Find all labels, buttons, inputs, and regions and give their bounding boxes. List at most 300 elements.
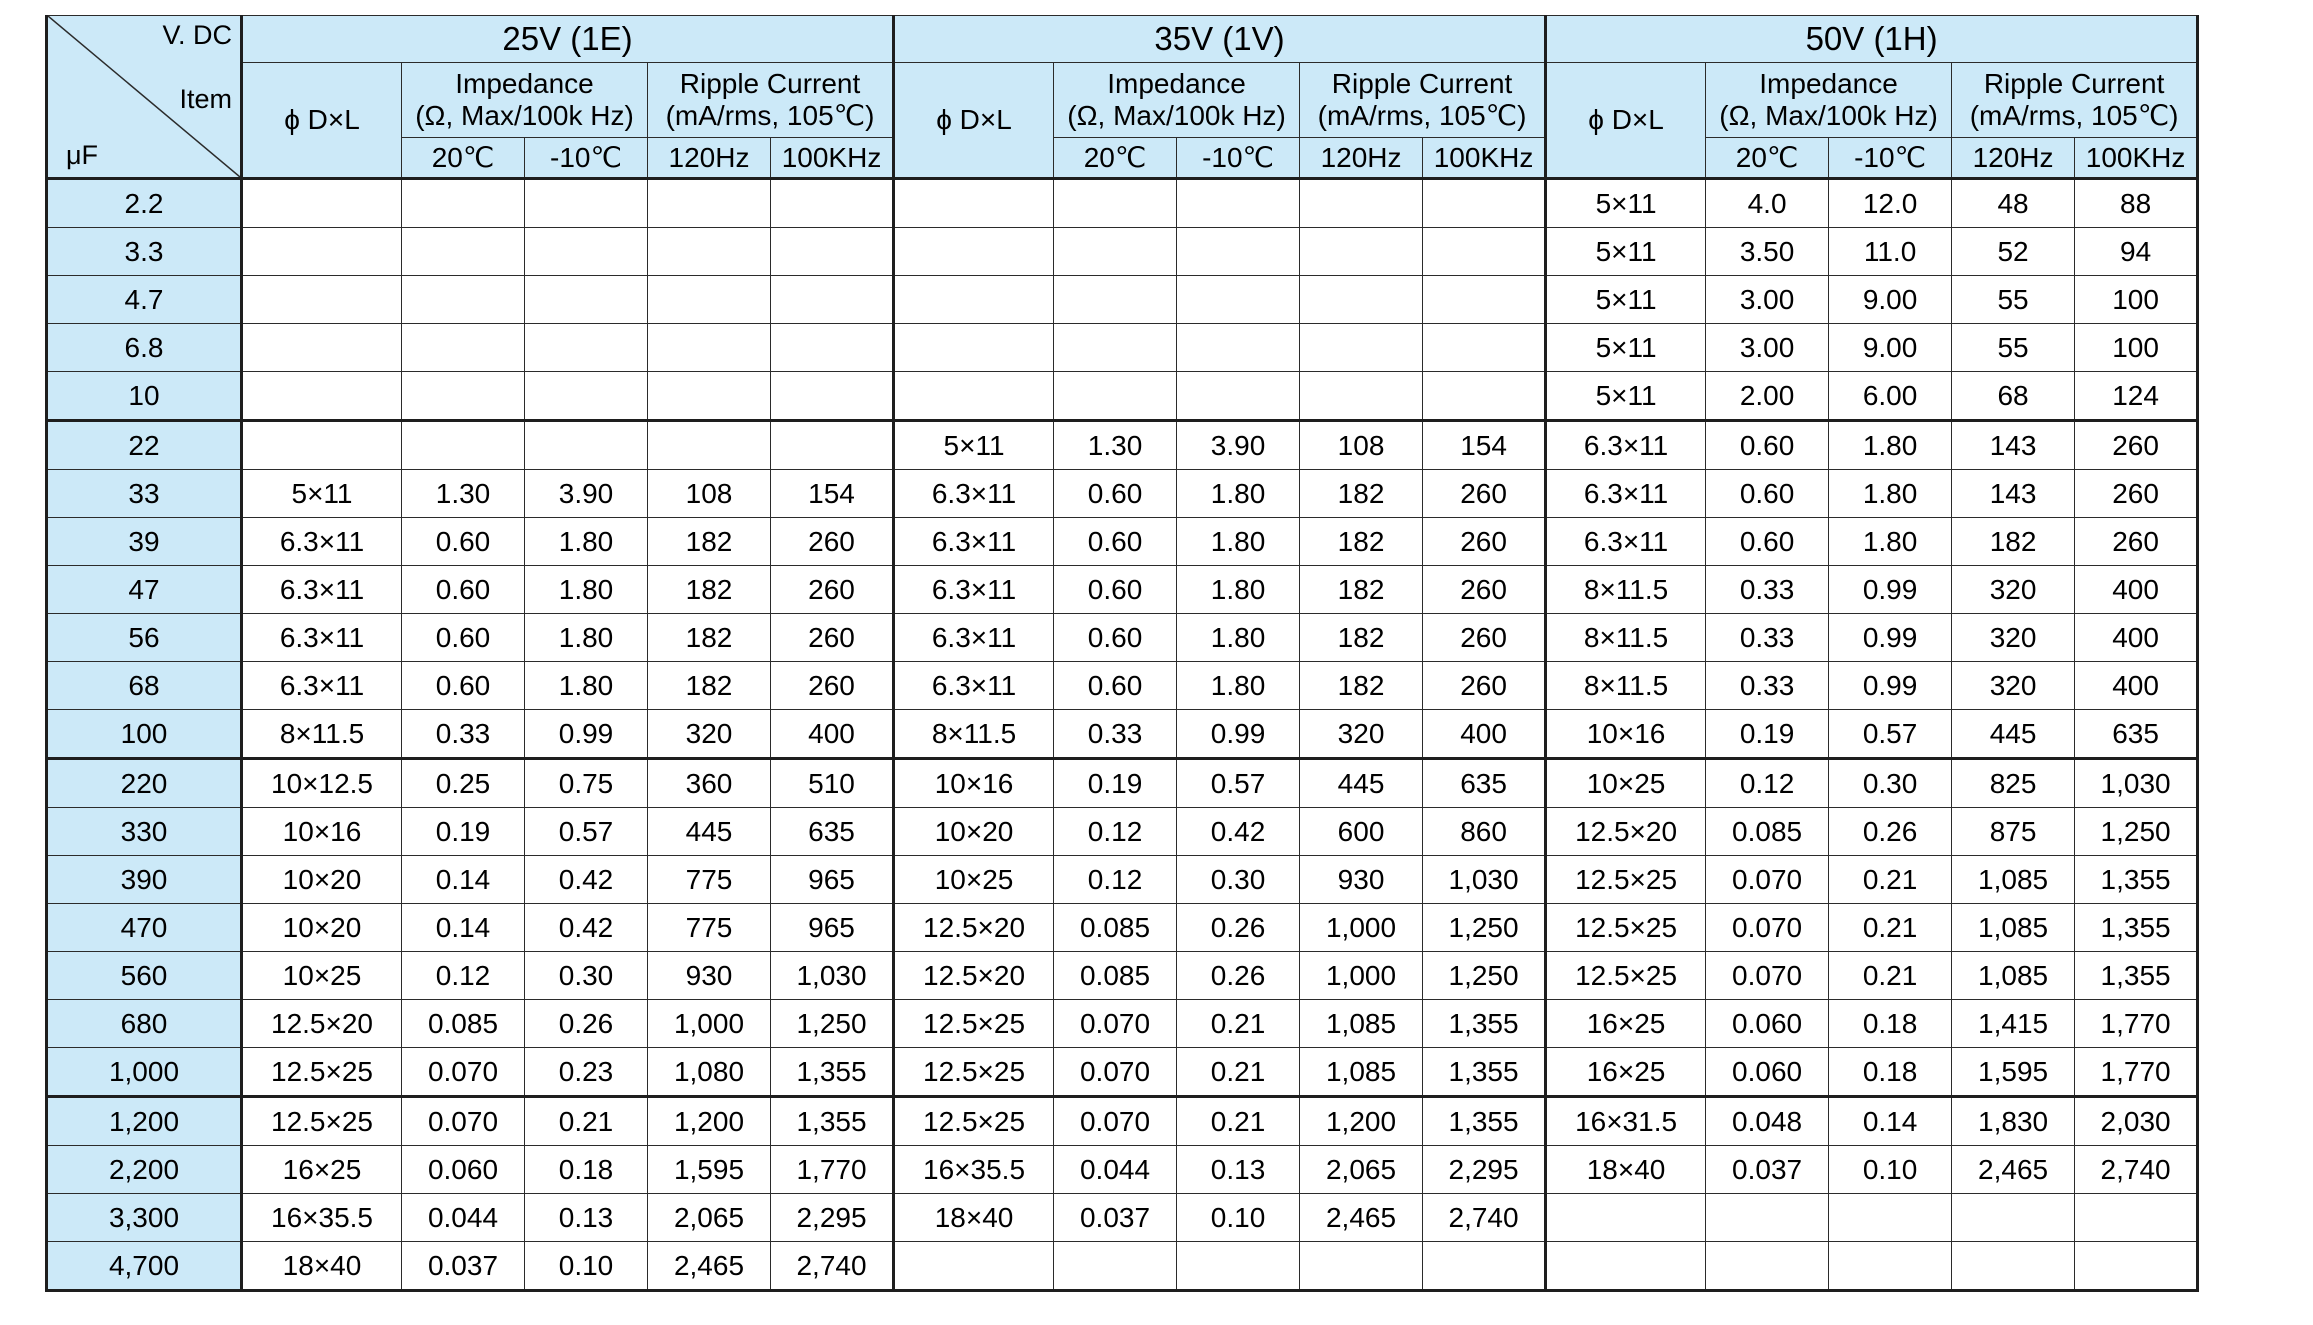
v25-ripple-120hz-cell: 775 xyxy=(648,856,771,904)
v50-ripple-120hz-cell: 445 xyxy=(1952,710,2075,759)
v50-impedance-20c-cell: 3.00 xyxy=(1706,276,1829,324)
v25-impedance-minus10c-cell xyxy=(525,421,648,470)
v25-impedance-20c-cell: 0.60 xyxy=(402,614,525,662)
v35-impedance-20c-cell: 0.60 xyxy=(1054,662,1177,710)
v25-size-cell: 10×20 xyxy=(242,904,402,952)
v25-impedance-minus10c-cell xyxy=(525,228,648,276)
v25-ripple-120hz-cell: 182 xyxy=(648,518,771,566)
v50-size-cell: 12.5×25 xyxy=(1546,904,1706,952)
v50-size-cell: 5×11 xyxy=(1546,276,1706,324)
v25-size-cell: 10×20 xyxy=(242,856,402,904)
v35-ripple-120hz-cell: 182 xyxy=(1300,470,1423,518)
v50-size-cell: 5×11 xyxy=(1546,324,1706,372)
capacitance-cell: 220 xyxy=(47,759,242,808)
table-row xyxy=(47,662,2198,710)
voltage-group-35v: 35V (1V) xyxy=(894,16,1546,63)
capacitance-cell: 330 xyxy=(47,808,242,856)
v50-impedance-20c-cell: 0.037 xyxy=(1706,1146,1829,1194)
v50-ripple-100khz-cell: 400 xyxy=(2075,662,2198,710)
v50-size-cell: 6.3×11 xyxy=(1546,470,1706,518)
capacitor-spec-table xyxy=(45,15,2199,1292)
v35-ripple-120hz-cell: 108 xyxy=(1300,421,1423,470)
size-header: ϕ D×L xyxy=(894,63,1054,179)
table-row xyxy=(47,614,2198,662)
v35-ripple-120hz-cell: 182 xyxy=(1300,614,1423,662)
v35-ripple-120hz-cell: 445 xyxy=(1300,759,1423,808)
v35-impedance-minus10c-cell: 0.21 xyxy=(1177,1048,1300,1097)
v50-impedance-minus10c-cell: 0.14 xyxy=(1829,1097,1952,1146)
v50-ripple-100khz-cell xyxy=(2075,1242,2198,1291)
v25-ripple-100khz-cell: 1,355 xyxy=(771,1048,894,1097)
v35-ripple-120hz-cell xyxy=(1300,179,1423,228)
capacitance-cell: 39 xyxy=(47,518,242,566)
v25-ripple-120hz-cell xyxy=(648,324,771,372)
v50-impedance-20c-cell: 0.33 xyxy=(1706,566,1829,614)
freq-120hz-header: 120Hz xyxy=(1300,138,1423,179)
v35-ripple-120hz-cell: 182 xyxy=(1300,518,1423,566)
corner-uf-label: μF xyxy=(66,140,99,170)
v35-size-cell: 6.3×11 xyxy=(894,518,1054,566)
v25-impedance-minus10c-cell: 0.42 xyxy=(525,904,648,952)
v35-impedance-20c-cell: 0.037 xyxy=(1054,1194,1177,1242)
v35-impedance-minus10c-cell: 1.80 xyxy=(1177,518,1300,566)
v50-ripple-100khz-cell: 100 xyxy=(2075,276,2198,324)
v50-impedance-minus10c-cell: 0.30 xyxy=(1829,759,1952,808)
corner-item-label: Item xyxy=(179,84,232,114)
v35-impedance-minus10c-cell xyxy=(1177,228,1300,276)
capacitance-cell: 680 xyxy=(47,1000,242,1048)
v50-ripple-100khz-cell xyxy=(2075,1194,2198,1242)
v50-impedance-minus10c-cell: 1.80 xyxy=(1829,470,1952,518)
v35-size-cell: 12.5×25 xyxy=(894,1000,1054,1048)
v50-impedance-minus10c-cell: 9.00 xyxy=(1829,324,1952,372)
v25-ripple-120hz-cell: 182 xyxy=(648,614,771,662)
capacitance-cell: 22 xyxy=(47,421,242,470)
v35-size-cell: 5×11 xyxy=(894,421,1054,470)
v35-impedance-minus10c-cell: 1.80 xyxy=(1177,566,1300,614)
table-row xyxy=(47,856,2198,904)
v25-size-cell xyxy=(242,324,402,372)
v35-ripple-100khz-cell: 154 xyxy=(1423,421,1546,470)
table-row xyxy=(47,710,2198,759)
v25-impedance-20c-cell: 0.060 xyxy=(402,1146,525,1194)
v35-impedance-minus10c-cell: 1.80 xyxy=(1177,470,1300,518)
table-row xyxy=(47,759,2198,808)
v50-ripple-120hz-cell: 1,085 xyxy=(1952,856,2075,904)
v25-ripple-100khz-cell: 1,355 xyxy=(771,1097,894,1146)
v50-size-cell: 5×11 xyxy=(1546,228,1706,276)
v50-impedance-20c-cell: 3.50 xyxy=(1706,228,1829,276)
v50-ripple-120hz-cell: 875 xyxy=(1952,808,2075,856)
v35-ripple-100khz-cell: 2,295 xyxy=(1423,1146,1546,1194)
v25-size-cell: 10×12.5 xyxy=(242,759,402,808)
v50-ripple-120hz-cell: 320 xyxy=(1952,614,2075,662)
v25-ripple-100khz-cell: 260 xyxy=(771,566,894,614)
impedance-header: Impedance (Ω, Max/100k Hz) xyxy=(1054,63,1300,138)
corner-header xyxy=(47,16,242,179)
v25-impedance-20c-cell: 0.14 xyxy=(402,856,525,904)
v35-impedance-20c-cell: 1.30 xyxy=(1054,421,1177,470)
v35-ripple-100khz-cell: 260 xyxy=(1423,470,1546,518)
v35-impedance-minus10c-cell: 1.80 xyxy=(1177,614,1300,662)
v25-ripple-120hz-cell: 930 xyxy=(648,952,771,1000)
v25-ripple-100khz-cell: 2,740 xyxy=(771,1242,894,1291)
table-row xyxy=(47,372,2198,421)
table-row xyxy=(47,904,2198,952)
table-row xyxy=(47,179,2198,228)
v25-impedance-20c-cell xyxy=(402,372,525,421)
v50-impedance-minus10c-cell: 1.80 xyxy=(1829,421,1952,470)
v50-ripple-120hz-cell xyxy=(1952,1242,2075,1291)
v25-ripple-100khz-cell xyxy=(771,372,894,421)
v35-impedance-20c-cell xyxy=(1054,324,1177,372)
v50-impedance-20c-cell xyxy=(1706,1242,1829,1291)
capacitance-cell: 1,000 xyxy=(47,1048,242,1097)
v50-ripple-120hz-cell: 48 xyxy=(1952,179,2075,228)
v50-impedance-minus10c-cell: 0.18 xyxy=(1829,1000,1952,1048)
v25-impedance-20c-cell: 0.070 xyxy=(402,1097,525,1146)
v50-ripple-120hz-cell: 55 xyxy=(1952,324,2075,372)
v50-size-cell: 12.5×25 xyxy=(1546,952,1706,1000)
table-row xyxy=(47,228,2198,276)
table-body xyxy=(47,179,2198,1291)
v25-ripple-100khz-cell: 154 xyxy=(771,470,894,518)
v25-impedance-20c-cell: 0.33 xyxy=(402,710,525,759)
table-row xyxy=(47,566,2198,614)
v25-impedance-minus10c-cell: 0.23 xyxy=(525,1048,648,1097)
v25-ripple-120hz-cell: 1,200 xyxy=(648,1097,771,1146)
v25-impedance-20c-cell xyxy=(402,228,525,276)
table-row xyxy=(47,1097,2198,1146)
v50-ripple-100khz-cell: 1,770 xyxy=(2075,1048,2198,1097)
v25-size-cell: 18×40 xyxy=(242,1242,402,1291)
v35-ripple-120hz-cell: 930 xyxy=(1300,856,1423,904)
v25-ripple-100khz-cell: 1,250 xyxy=(771,1000,894,1048)
v35-ripple-100khz-cell xyxy=(1423,324,1546,372)
v25-size-cell: 6.3×11 xyxy=(242,566,402,614)
v35-ripple-100khz-cell: 860 xyxy=(1423,808,1546,856)
v25-ripple-100khz-cell: 510 xyxy=(771,759,894,808)
v35-ripple-100khz-cell: 1,250 xyxy=(1423,952,1546,1000)
v25-size-cell: 16×35.5 xyxy=(242,1194,402,1242)
v35-impedance-minus10c-cell: 3.90 xyxy=(1177,421,1300,470)
v35-impedance-20c-cell: 0.085 xyxy=(1054,904,1177,952)
v35-ripple-120hz-cell: 1,000 xyxy=(1300,952,1423,1000)
v35-impedance-minus10c-cell xyxy=(1177,324,1300,372)
v35-size-cell xyxy=(894,179,1054,228)
v50-impedance-minus10c-cell: 0.57 xyxy=(1829,710,1952,759)
v50-size-cell: 16×25 xyxy=(1546,1048,1706,1097)
v50-impedance-minus10c-cell: 0.26 xyxy=(1829,808,1952,856)
v50-size-cell: 5×11 xyxy=(1546,372,1706,421)
v25-size-cell: 8×11.5 xyxy=(242,710,402,759)
v50-size-cell: 5×11 xyxy=(1546,179,1706,228)
v35-size-cell: 18×40 xyxy=(894,1194,1054,1242)
v35-size-cell: 12.5×20 xyxy=(894,904,1054,952)
v25-ripple-120hz-cell: 2,065 xyxy=(648,1194,771,1242)
v25-impedance-minus10c-cell: 0.30 xyxy=(525,952,648,1000)
v25-impedance-20c-cell: 0.085 xyxy=(402,1000,525,1048)
v25-ripple-100khz-cell xyxy=(771,276,894,324)
v35-impedance-20c-cell: 0.070 xyxy=(1054,1097,1177,1146)
v35-ripple-100khz-cell: 260 xyxy=(1423,566,1546,614)
v25-size-cell: 16×25 xyxy=(242,1146,402,1194)
impedance-header: Impedance (Ω, Max/100k Hz) xyxy=(402,63,648,138)
v50-ripple-120hz-cell: 825 xyxy=(1952,759,2075,808)
capacitance-cell: 56 xyxy=(47,614,242,662)
temp-minus10c-header: -10℃ xyxy=(1177,138,1300,179)
v50-impedance-20c-cell: 0.060 xyxy=(1706,1000,1829,1048)
v35-impedance-minus10c-cell: 0.26 xyxy=(1177,904,1300,952)
v50-ripple-120hz-cell: 1,830 xyxy=(1952,1097,2075,1146)
v25-size-cell: 12.5×25 xyxy=(242,1048,402,1097)
capacitance-cell: 100 xyxy=(47,710,242,759)
v25-impedance-minus10c-cell: 0.99 xyxy=(525,710,648,759)
v50-size-cell xyxy=(1546,1194,1706,1242)
v35-impedance-20c-cell xyxy=(1054,179,1177,228)
v35-impedance-minus10c-cell xyxy=(1177,372,1300,421)
v35-size-cell: 10×25 xyxy=(894,856,1054,904)
v50-impedance-minus10c-cell: 0.99 xyxy=(1829,662,1952,710)
v50-ripple-100khz-cell: 94 xyxy=(2075,228,2198,276)
v35-impedance-minus10c-cell: 0.42 xyxy=(1177,808,1300,856)
v50-ripple-120hz-cell: 52 xyxy=(1952,228,2075,276)
v25-ripple-120hz-cell: 360 xyxy=(648,759,771,808)
v35-impedance-20c-cell: 0.070 xyxy=(1054,1000,1177,1048)
v50-size-cell: 6.3×11 xyxy=(1546,518,1706,566)
v50-ripple-120hz-cell: 143 xyxy=(1952,421,2075,470)
v50-impedance-20c-cell: 0.070 xyxy=(1706,856,1829,904)
v35-size-cell: 6.3×11 xyxy=(894,662,1054,710)
v25-ripple-100khz-cell: 965 xyxy=(771,856,894,904)
capacitance-cell: 47 xyxy=(47,566,242,614)
v25-size-cell: 6.3×11 xyxy=(242,518,402,566)
v35-ripple-100khz-cell xyxy=(1423,372,1546,421)
table-row xyxy=(47,1146,2198,1194)
v50-size-cell: 18×40 xyxy=(1546,1146,1706,1194)
v50-impedance-20c-cell xyxy=(1706,1194,1829,1242)
v35-impedance-20c-cell: 0.085 xyxy=(1054,952,1177,1000)
table-row xyxy=(47,470,2198,518)
v50-ripple-100khz-cell: 400 xyxy=(2075,614,2198,662)
v25-ripple-100khz-cell: 2,295 xyxy=(771,1194,894,1242)
v35-impedance-20c-cell: 0.33 xyxy=(1054,710,1177,759)
v50-ripple-120hz-cell: 1,085 xyxy=(1952,904,2075,952)
v35-size-cell: 12.5×20 xyxy=(894,952,1054,1000)
v25-size-cell: 6.3×11 xyxy=(242,614,402,662)
v50-impedance-minus10c-cell: 0.10 xyxy=(1829,1146,1952,1194)
v50-impedance-20c-cell: 0.070 xyxy=(1706,952,1829,1000)
v50-ripple-120hz-cell: 1,595 xyxy=(1952,1048,2075,1097)
table-row xyxy=(47,276,2198,324)
v35-impedance-minus10c-cell: 0.13 xyxy=(1177,1146,1300,1194)
v50-impedance-minus10c-cell xyxy=(1829,1242,1952,1291)
temp-20c-header: 20℃ xyxy=(1054,138,1177,179)
v35-ripple-120hz-cell: 182 xyxy=(1300,662,1423,710)
v25-ripple-100khz-cell: 400 xyxy=(771,710,894,759)
v50-ripple-100khz-cell: 1,355 xyxy=(2075,952,2198,1000)
v25-impedance-minus10c-cell: 0.13 xyxy=(525,1194,648,1242)
table-row xyxy=(47,1242,2198,1291)
table-row xyxy=(47,1048,2198,1097)
v35-impedance-minus10c-cell: 1.80 xyxy=(1177,662,1300,710)
v50-impedance-minus10c-cell: 0.99 xyxy=(1829,614,1952,662)
v25-ripple-120hz-cell: 1,080 xyxy=(648,1048,771,1097)
v50-impedance-minus10c-cell: 0.21 xyxy=(1829,904,1952,952)
freq-120hz-header: 120Hz xyxy=(1952,138,2075,179)
v50-size-cell: 12.5×20 xyxy=(1546,808,1706,856)
v35-ripple-100khz-cell xyxy=(1423,276,1546,324)
v25-size-cell xyxy=(242,276,402,324)
v25-impedance-20c-cell: 0.19 xyxy=(402,808,525,856)
v35-size-cell: 6.3×11 xyxy=(894,614,1054,662)
v50-ripple-100khz-cell: 124 xyxy=(2075,372,2198,421)
v50-ripple-120hz-cell: 182 xyxy=(1952,518,2075,566)
v35-size-cell: 6.3×11 xyxy=(894,566,1054,614)
v25-impedance-minus10c-cell xyxy=(525,372,648,421)
v50-size-cell: 16×31.5 xyxy=(1546,1097,1706,1146)
v35-impedance-minus10c-cell: 0.21 xyxy=(1177,1097,1300,1146)
v25-impedance-minus10c-cell: 1.80 xyxy=(525,566,648,614)
v50-ripple-120hz-cell xyxy=(1952,1194,2075,1242)
v35-ripple-120hz-cell xyxy=(1300,1242,1423,1291)
v25-ripple-100khz-cell: 260 xyxy=(771,662,894,710)
v25-ripple-120hz-cell: 2,465 xyxy=(648,1242,771,1291)
v50-impedance-20c-cell: 0.60 xyxy=(1706,518,1829,566)
v50-ripple-120hz-cell: 1,415 xyxy=(1952,1000,2075,1048)
v50-ripple-120hz-cell: 68 xyxy=(1952,372,2075,421)
v50-ripple-100khz-cell: 260 xyxy=(2075,518,2198,566)
v25-ripple-120hz-cell: 182 xyxy=(648,662,771,710)
v50-ripple-100khz-cell: 635 xyxy=(2075,710,2198,759)
v50-size-cell: 8×11.5 xyxy=(1546,662,1706,710)
v50-impedance-minus10c-cell: 11.0 xyxy=(1829,228,1952,276)
v35-impedance-20c-cell: 0.19 xyxy=(1054,759,1177,808)
v35-size-cell xyxy=(894,276,1054,324)
freq-100khz-header: 100KHz xyxy=(1423,138,1546,179)
capacitance-cell: 10 xyxy=(47,372,242,421)
v50-ripple-100khz-cell: 260 xyxy=(2075,470,2198,518)
v25-ripple-100khz-cell: 260 xyxy=(771,518,894,566)
v50-ripple-120hz-cell: 143 xyxy=(1952,470,2075,518)
ripple-current-header: Ripple Current (mA/rms, 105℃) xyxy=(648,63,894,138)
v35-size-cell: 10×20 xyxy=(894,808,1054,856)
v25-impedance-20c-cell: 1.30 xyxy=(402,470,525,518)
v25-ripple-120hz-cell: 108 xyxy=(648,470,771,518)
v35-impedance-20c-cell: 0.60 xyxy=(1054,614,1177,662)
table-row xyxy=(47,1000,2198,1048)
v35-ripple-100khz-cell: 260 xyxy=(1423,662,1546,710)
v25-ripple-120hz-cell xyxy=(648,276,771,324)
v25-ripple-100khz-cell: 965 xyxy=(771,904,894,952)
v35-impedance-20c-cell xyxy=(1054,1242,1177,1291)
v50-ripple-100khz-cell: 1,250 xyxy=(2075,808,2198,856)
v35-impedance-20c-cell: 0.60 xyxy=(1054,518,1177,566)
v25-impedance-20c-cell: 0.037 xyxy=(402,1242,525,1291)
v25-impedance-minus10c-cell: 0.57 xyxy=(525,808,648,856)
v25-impedance-minus10c-cell: 1.80 xyxy=(525,662,648,710)
v35-ripple-120hz-cell: 1,085 xyxy=(1300,1000,1423,1048)
voltage-group-25v: 25V (1E) xyxy=(242,16,894,63)
v25-ripple-100khz-cell: 1,030 xyxy=(771,952,894,1000)
v25-size-cell xyxy=(242,421,402,470)
v35-size-cell xyxy=(894,228,1054,276)
table-row xyxy=(47,808,2198,856)
v50-ripple-100khz-cell: 260 xyxy=(2075,421,2198,470)
v50-ripple-100khz-cell: 100 xyxy=(2075,324,2198,372)
v35-ripple-100khz-cell: 1,030 xyxy=(1423,856,1546,904)
v35-ripple-120hz-cell xyxy=(1300,228,1423,276)
freq-100khz-header: 100KHz xyxy=(2075,138,2198,179)
v25-impedance-minus10c-cell xyxy=(525,179,648,228)
v25-size-cell: 5×11 xyxy=(242,470,402,518)
capacitance-cell: 4.7 xyxy=(47,276,242,324)
v35-size-cell: 12.5×25 xyxy=(894,1097,1054,1146)
v35-size-cell xyxy=(894,1242,1054,1291)
v50-ripple-120hz-cell: 320 xyxy=(1952,662,2075,710)
freq-100khz-header: 100KHz xyxy=(771,138,894,179)
v50-impedance-minus10c-cell: 6.00 xyxy=(1829,372,1952,421)
table-row xyxy=(47,1194,2198,1242)
impedance-header: Impedance (Ω, Max/100k Hz) xyxy=(1706,63,1952,138)
v25-size-cell: 10×16 xyxy=(242,808,402,856)
v50-ripple-100khz-cell: 1,030 xyxy=(2075,759,2198,808)
v50-impedance-minus10c-cell: 1.80 xyxy=(1829,518,1952,566)
v35-ripple-120hz-cell xyxy=(1300,276,1423,324)
v50-impedance-20c-cell: 0.33 xyxy=(1706,662,1829,710)
v35-impedance-20c-cell: 0.12 xyxy=(1054,808,1177,856)
v25-impedance-20c-cell: 0.25 xyxy=(402,759,525,808)
v50-size-cell: 6.3×11 xyxy=(1546,421,1706,470)
v50-ripple-100khz-cell: 88 xyxy=(2075,179,2198,228)
v50-impedance-20c-cell: 0.33 xyxy=(1706,614,1829,662)
capacitance-cell: 2.2 xyxy=(47,179,242,228)
size-header: ϕ D×L xyxy=(1546,63,1706,179)
v50-impedance-20c-cell: 3.00 xyxy=(1706,324,1829,372)
v25-size-cell: 10×25 xyxy=(242,952,402,1000)
v50-impedance-20c-cell: 0.60 xyxy=(1706,421,1829,470)
v35-ripple-120hz-cell xyxy=(1300,324,1423,372)
v25-size-cell: 12.5×20 xyxy=(242,1000,402,1048)
v35-ripple-120hz-cell: 1,000 xyxy=(1300,904,1423,952)
v25-ripple-100khz-cell: 260 xyxy=(771,614,894,662)
v50-ripple-100khz-cell: 1,355 xyxy=(2075,904,2198,952)
v25-impedance-minus10c-cell: 0.18 xyxy=(525,1146,648,1194)
v50-ripple-100khz-cell: 1,770 xyxy=(2075,1000,2198,1048)
v25-size-cell: 6.3×11 xyxy=(242,662,402,710)
v25-impedance-minus10c-cell: 0.26 xyxy=(525,1000,648,1048)
v50-impedance-20c-cell: 0.12 xyxy=(1706,759,1829,808)
capacitance-cell: 470 xyxy=(47,904,242,952)
v35-size-cell: 16×35.5 xyxy=(894,1146,1054,1194)
capacitance-cell: 68 xyxy=(47,662,242,710)
v35-impedance-minus10c-cell xyxy=(1177,1242,1300,1291)
v35-impedance-minus10c-cell: 0.57 xyxy=(1177,759,1300,808)
v35-ripple-120hz-cell: 2,065 xyxy=(1300,1146,1423,1194)
v35-impedance-20c-cell: 0.070 xyxy=(1054,1048,1177,1097)
v35-impedance-20c-cell xyxy=(1054,372,1177,421)
v35-ripple-100khz-cell: 1,355 xyxy=(1423,1000,1546,1048)
v50-impedance-minus10c-cell: 0.99 xyxy=(1829,566,1952,614)
table-row xyxy=(47,518,2198,566)
capacitance-cell: 3,300 xyxy=(47,1194,242,1242)
v25-impedance-minus10c-cell: 0.21 xyxy=(525,1097,648,1146)
v50-ripple-120hz-cell: 320 xyxy=(1952,566,2075,614)
v35-impedance-minus10c-cell: 0.10 xyxy=(1177,1194,1300,1242)
v35-size-cell: 8×11.5 xyxy=(894,710,1054,759)
v35-ripple-100khz-cell xyxy=(1423,228,1546,276)
v50-size-cell: 8×11.5 xyxy=(1546,614,1706,662)
